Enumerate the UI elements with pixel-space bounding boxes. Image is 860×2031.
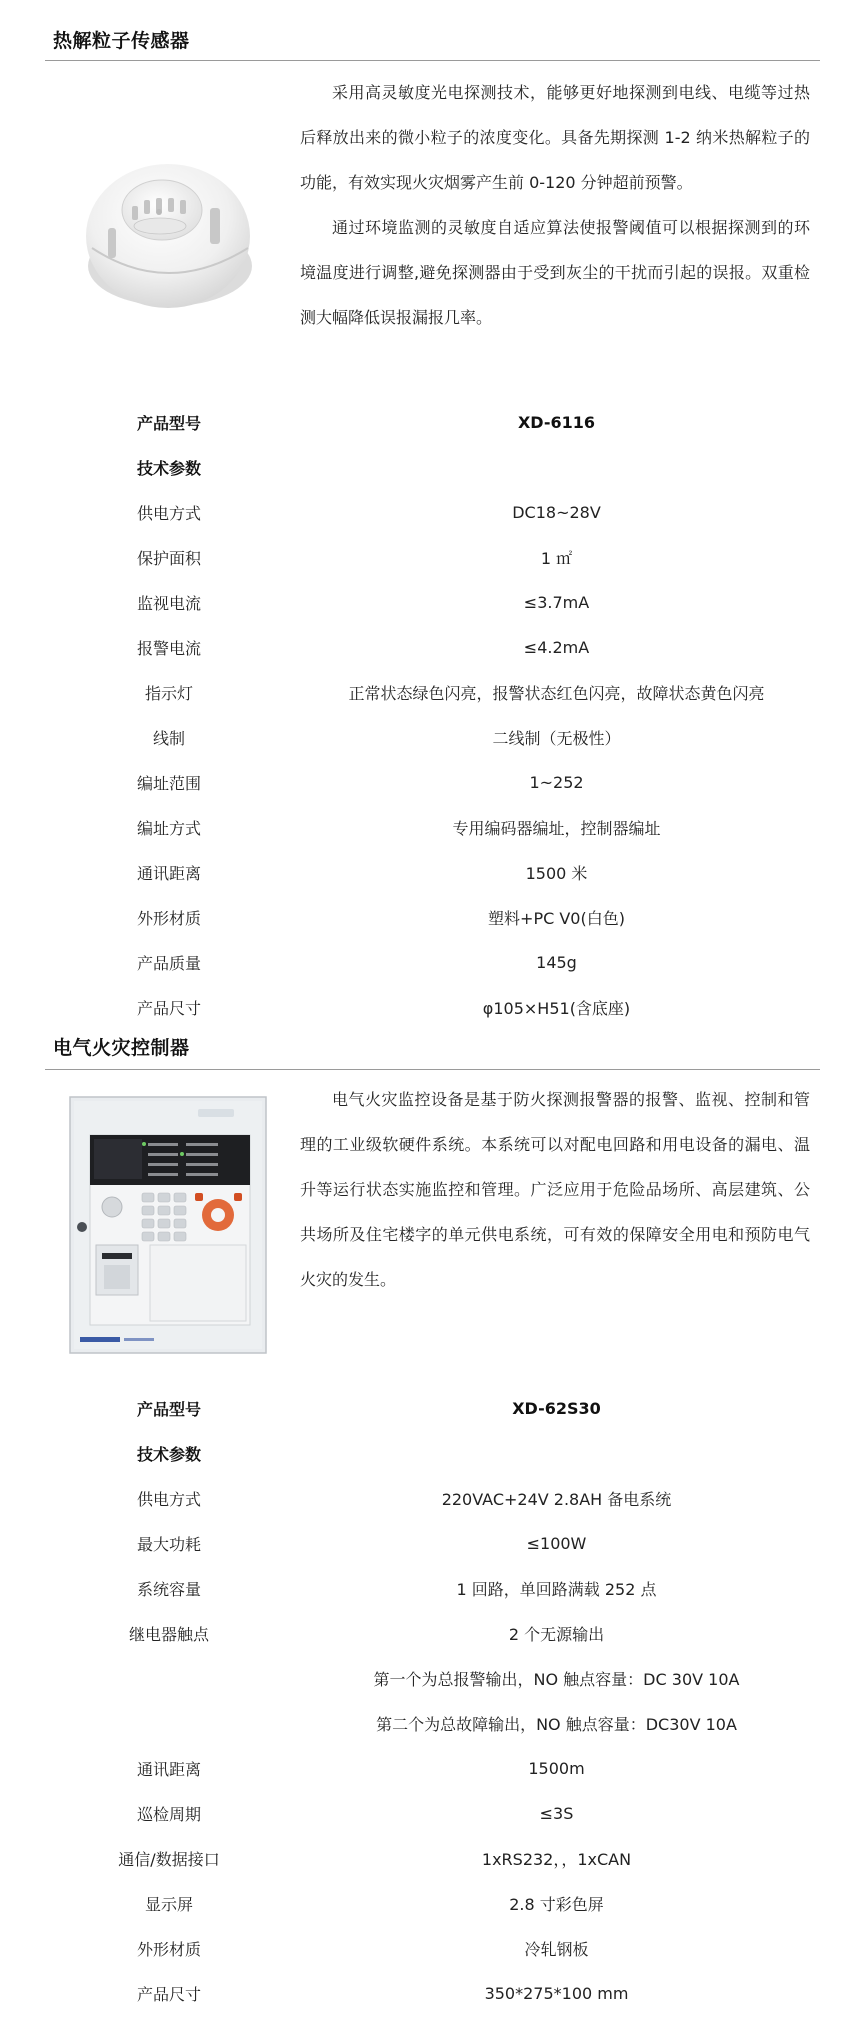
spec-key: 继电器触点	[128, 1625, 209, 1644]
spec-key: 外形材质	[136, 1940, 201, 1959]
spec-value: 正常状态绿色闪亮，报警状态红色闪亮，故障状态黄色闪亮	[348, 684, 765, 703]
table-row	[45, 805, 820, 850]
spec-value: ≤4.2mA	[523, 638, 590, 657]
spec-table	[45, 1386, 820, 2016]
table-row	[45, 1521, 820, 1566]
model-label: 产品型号	[136, 414, 201, 433]
spec-key: 通信/数据接口	[118, 1850, 220, 1869]
spec-key: 系统容量	[136, 1580, 201, 1599]
table-row	[45, 940, 820, 985]
spec-value: 第一个为总报警输出，NO 触点容量：DC 30V 10A	[373, 1670, 740, 1689]
spec-key: 产品尺寸	[136, 999, 201, 1018]
spec-key: 产品尺寸	[136, 1985, 201, 2004]
table-row	[45, 1881, 820, 1926]
controller-image	[68, 1095, 268, 1355]
spec-value: DC18~28V	[512, 503, 601, 522]
spec-key: 报警电流	[136, 639, 201, 658]
table-row	[45, 670, 820, 715]
spec-key	[45, 1656, 293, 1701]
table-row	[45, 625, 820, 670]
spec-key: 保护面积	[136, 549, 201, 568]
spec-value: 1 回路，单回路满载 252 点	[456, 1580, 657, 1599]
spec-value: ≤3S	[539, 1804, 574, 1823]
spec-value: 1500 米	[525, 864, 588, 883]
spec-value: 专用编码器编址，控制器编址	[452, 819, 661, 838]
spec-key: 供电方式	[136, 504, 201, 523]
section-title: 电气火灾控制器	[53, 1037, 190, 1059]
spec-key: 供电方式	[136, 1490, 201, 1509]
table-row	[45, 895, 820, 940]
model-label: 产品型号	[136, 1400, 201, 1419]
spec-key: 通讯距离	[136, 864, 201, 883]
spec-key: 外形材质	[136, 909, 201, 928]
spec-key: 显示屏	[144, 1895, 193, 1914]
spec-key: 监视电流	[136, 594, 201, 613]
table-row	[45, 1431, 820, 1476]
spec-key: 巡检周期	[136, 1805, 201, 1824]
spec-value: 2.8 寸彩色屏	[509, 1895, 604, 1914]
spec-table	[45, 400, 820, 1030]
table-row	[45, 535, 820, 580]
spec-value: 145g	[536, 953, 577, 972]
spec-value: 二线制（无极性）	[492, 729, 621, 748]
spec-key: 最大功耗	[136, 1535, 201, 1554]
table-row	[45, 1791, 820, 1836]
intro-paragraph: 电气火灾监控设备是基于防火探测报警器的报警、监视、控制和管理的工业级软硬件系统。本系统可以对配电回路和用电设备的漏电、温升等运行状态实施监控和管理。广泛应用于危险品场所、高层建筑、公共场所及住宅楼字的单元供电系统，可有效的保障安全用电和预防电气火灾的发生。	[300, 1090, 810, 1289]
section-title: 热解粒子传感器	[53, 30, 190, 52]
model-value: XD-62S30	[512, 1399, 601, 1418]
spec-value: ≤3.7mA	[523, 593, 590, 612]
params-label: 技术参数	[136, 459, 201, 478]
spec-key: 编址范围	[136, 774, 201, 793]
spec-value: 2 个无源输出	[508, 1625, 605, 1644]
spec-value: 塑料+PC V0(白色)	[488, 909, 625, 928]
spec-value: 1~252	[529, 773, 584, 792]
intro-paragraph: 通过环境监测的灵敏度自适应算法使报警阈值可以根据探测到的环境温度进行调整,避免探测器由于受到灰尘的干扰而引起的误报。双重检测大幅降低误报漏报几率。	[300, 218, 810, 327]
spec-value: 220VAC+24V 2.8AH 备电系统	[441, 1490, 672, 1509]
section-intro	[300, 1077, 810, 1302]
table-row	[45, 1836, 820, 1881]
section-divider	[45, 1069, 820, 1070]
spec-value: φ105×H51(含底座)	[482, 999, 631, 1018]
table-row	[45, 445, 820, 490]
table-row	[45, 1611, 820, 1656]
table-row	[45, 1566, 820, 1611]
table-row	[45, 400, 820, 445]
model-value: XD-6116	[517, 413, 596, 432]
detector-image	[80, 148, 255, 323]
params-label: 技术参数	[136, 1445, 201, 1464]
table-row	[45, 1701, 820, 1746]
table-row	[45, 580, 820, 625]
section-divider	[45, 60, 820, 61]
spec-key: 线制	[152, 729, 185, 748]
table-row	[45, 760, 820, 805]
spec-value: 冷轧钢板	[524, 1940, 589, 1959]
table-row	[45, 715, 820, 760]
table-row	[45, 490, 820, 535]
spec-value: 第二个为总故障输出，NO 触点容量：DC30V 10A	[376, 1715, 737, 1734]
spec-key: 编址方式	[136, 819, 201, 838]
spec-key	[45, 1701, 293, 1746]
spec-value: 1 ㎡	[540, 549, 573, 568]
section-intro	[300, 70, 810, 340]
table-row	[45, 1971, 820, 2016]
spec-key: 指示灯	[144, 684, 193, 703]
table-row	[45, 1476, 820, 1521]
spec-value: ≤100W	[526, 1534, 587, 1553]
spec-value: 1xRS232，，1xCAN	[481, 1850, 632, 1869]
spec-key: 产品质量	[136, 954, 201, 973]
spec-key: 通讯距离	[136, 1760, 201, 1779]
table-row	[45, 850, 820, 895]
spec-value: 350*275*100 mm	[484, 1984, 629, 2003]
table-row	[45, 1386, 820, 1431]
table-row	[45, 1746, 820, 1791]
table-row	[45, 985, 820, 1030]
spec-value: 1500m	[528, 1759, 585, 1778]
intro-paragraph: 采用高灵敏度光电探测技术，能够更好地探测到电线、电缆等过热后释放出来的微小粒子的浓度变化。具备先期探测 1-2 纳米热解粒子的功能，有效实现火灾烟雾产生前 0-120 分钟超前预警。	[300, 83, 810, 192]
table-row	[45, 1926, 820, 1971]
table-row	[45, 1656, 820, 1701]
